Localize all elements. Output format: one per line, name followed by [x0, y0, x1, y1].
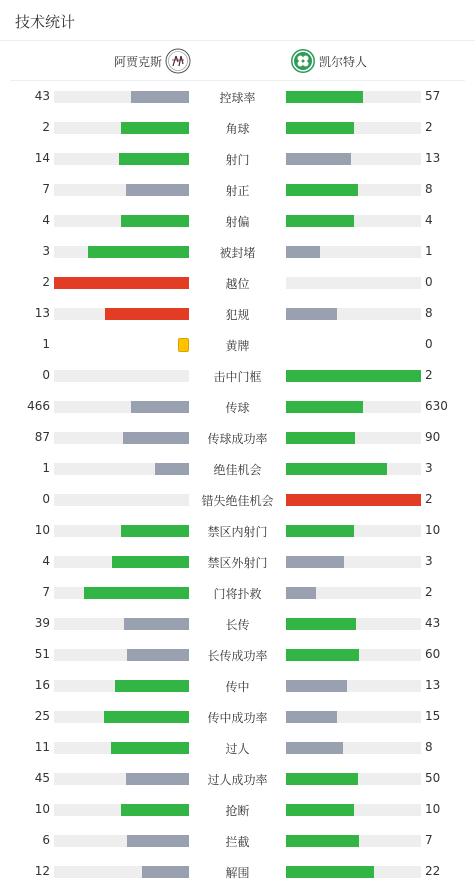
away-value: 13: [425, 151, 441, 165]
home-bar-track: [54, 277, 189, 289]
home-bar: [121, 215, 189, 227]
stat-row: [0, 862, 475, 882]
away-value: 4: [425, 213, 433, 227]
away-bar: [286, 866, 374, 878]
home-bar-track: [54, 308, 189, 320]
home-value: 39: [34, 616, 50, 630]
home-bar: [131, 401, 189, 413]
home-value: 13: [34, 306, 50, 320]
home-value: 3: [42, 244, 50, 258]
away-value: 3: [425, 554, 433, 568]
away-value: 13: [425, 678, 441, 692]
away-bar: [286, 91, 363, 103]
away-value: 43: [425, 616, 441, 630]
home-bar-track: [54, 432, 189, 444]
home-bar: [123, 432, 189, 444]
home-bar: [84, 587, 189, 599]
home-bar: [131, 91, 189, 103]
stat-row: [0, 273, 475, 293]
away-bar-track: [286, 246, 421, 258]
away-bar-track: [286, 401, 421, 413]
away-bar-track: [286, 494, 421, 506]
home-bar-track: [54, 122, 189, 134]
stat-label: 击中门框: [213, 370, 262, 384]
stat-label: 门将扑救: [213, 587, 262, 601]
home-bar-track: [54, 370, 189, 382]
home-bar: [127, 649, 189, 661]
stat-row: [0, 428, 475, 448]
home-bar-track: [54, 494, 189, 506]
stat-row: [0, 459, 475, 479]
home-bar-track: [54, 711, 189, 723]
stat-row: [0, 304, 475, 324]
stat-row: [0, 521, 475, 541]
stat-label: 射偏: [225, 215, 250, 229]
stat-label: 长传成功率: [207, 649, 268, 663]
home-value: 0: [42, 368, 50, 382]
away-bar: [286, 246, 320, 258]
away-bar: [286, 742, 343, 754]
stat-label: 错失绝佳机会: [201, 494, 274, 508]
home-value: 12: [34, 864, 50, 878]
home-value: 2: [42, 120, 50, 134]
home-bar-track: [54, 804, 189, 816]
home-bar-track: [54, 184, 189, 196]
stat-row: [0, 676, 475, 696]
home-bar-track: [54, 556, 189, 568]
home-value: 45: [34, 771, 50, 785]
stat-row: [0, 211, 475, 231]
away-bar-track: [286, 463, 421, 475]
stat-label: 控球率: [219, 91, 256, 105]
stat-label: 角球: [225, 122, 250, 136]
stat-label: 传球成功率: [207, 432, 268, 446]
away-bar-track: [286, 773, 421, 785]
home-bar-track: [54, 618, 189, 630]
home-value: 11: [34, 740, 50, 754]
home-bar: [54, 277, 189, 289]
away-bar-track: [286, 122, 421, 134]
home-value: 43: [34, 89, 50, 103]
home-value: 87: [34, 430, 50, 444]
away-value: 22: [425, 864, 441, 878]
stat-row: [0, 242, 475, 262]
away-bar: [286, 308, 337, 320]
home-bar: [127, 835, 189, 847]
stat-row: [0, 831, 475, 851]
away-value: 10: [425, 523, 441, 537]
home-value: 4: [42, 213, 50, 227]
home-bar: [124, 618, 189, 630]
stat-label: 绝佳机会: [213, 463, 262, 477]
away-bar-track: [286, 215, 421, 227]
away-bar-track: [286, 649, 421, 661]
away-bar-track: [286, 370, 421, 382]
home-value: 1: [42, 337, 50, 351]
stat-label: 禁区内射门: [207, 525, 268, 539]
away-bar: [286, 773, 358, 785]
stat-row: [0, 366, 475, 386]
home-value: 4: [42, 554, 50, 568]
away-bar: [286, 215, 354, 227]
away-bar-track: [286, 153, 421, 165]
home-value: 2: [42, 275, 50, 289]
away-bar: [286, 587, 316, 599]
stat-row: [0, 118, 475, 138]
home-bar: [115, 680, 189, 692]
away-bar: [286, 370, 421, 382]
away-value: 1: [425, 244, 433, 258]
home-bar-track: [54, 773, 189, 785]
away-bar: [286, 463, 387, 475]
stat-label: 传球: [225, 401, 250, 415]
stat-row: [0, 335, 475, 355]
stat-label: 过人成功率: [207, 773, 268, 787]
away-value: 2: [425, 368, 433, 382]
away-value: 2: [425, 492, 433, 506]
away-value: 8: [425, 182, 433, 196]
stat-row: [0, 583, 475, 603]
home-bar: [112, 556, 189, 568]
home-bar-track: [54, 153, 189, 165]
home-bar-track: [54, 649, 189, 661]
home-bar: [121, 122, 189, 134]
home-team[interactable]: [114, 48, 191, 74]
home-bar: [119, 153, 189, 165]
stat-label: 长传: [225, 618, 250, 632]
home-bar-track: [54, 246, 189, 258]
stats-header: [0, 0, 475, 41]
home-value: 10: [34, 802, 50, 816]
stat-label: 黄牌: [225, 339, 250, 353]
home-bar-track: [54, 680, 189, 692]
away-bar: [286, 618, 356, 630]
away-bar-track: [286, 184, 421, 196]
home-value: 1: [42, 461, 50, 475]
stat-row: [0, 645, 475, 665]
home-bar-track: [54, 401, 189, 413]
stat-row: [0, 149, 475, 169]
stat-label: 抢断: [225, 804, 250, 818]
away-bar-track: [286, 308, 421, 320]
away-bar-track: [286, 587, 421, 599]
home-value: 10: [34, 523, 50, 537]
stat-row: [0, 397, 475, 417]
home-bar: [155, 463, 189, 475]
away-bar-track: [286, 432, 421, 444]
home-bar-track: [54, 525, 189, 537]
away-bar: [286, 494, 421, 506]
home-value: 7: [42, 585, 50, 599]
stat-row: [0, 614, 475, 634]
stat-label: 拦截: [225, 835, 250, 849]
away-bar: [286, 649, 359, 661]
home-bar: [111, 742, 189, 754]
away-value: 0: [425, 275, 433, 289]
away-value: 57: [425, 89, 441, 103]
away-bar-track: [286, 835, 421, 847]
away-bar-track: [286, 711, 421, 723]
home-bar: [88, 246, 189, 258]
page-title: 技术统计: [15, 13, 76, 31]
away-value: 15: [425, 709, 441, 723]
stat-label: 犯规: [225, 308, 250, 322]
stat-row: [0, 552, 475, 572]
away-value: 3: [425, 461, 433, 475]
home-bar: [126, 184, 189, 196]
away-value: 7: [425, 833, 433, 847]
away-bar: [286, 525, 354, 537]
home-bar-track: [54, 866, 189, 878]
away-bar: [286, 711, 337, 723]
away-bar: [286, 835, 359, 847]
away-bar-track: [286, 91, 421, 103]
stat-row: [0, 87, 475, 107]
away-value: 50: [425, 771, 441, 785]
stat-label: 射正: [225, 184, 250, 198]
away-bar-track: [286, 618, 421, 630]
stat-label: 禁区外射门: [207, 556, 268, 570]
stat-label: 解围: [225, 866, 250, 880]
stat-label: 过人: [225, 742, 250, 756]
away-bar-track: [286, 804, 421, 816]
home-bar: [126, 773, 189, 785]
away-bar-track: [286, 277, 421, 289]
home-value: 0: [42, 492, 50, 506]
away-bar: [286, 556, 344, 568]
away-bar: [286, 432, 355, 444]
stat-label: 被封堵: [219, 246, 256, 260]
home-value: 51: [34, 647, 50, 661]
stat-label: 射门: [225, 153, 250, 167]
teams-header: [10, 41, 465, 81]
home-bar-track: [54, 742, 189, 754]
home-bar-track: [54, 463, 189, 475]
home-value: 6: [42, 833, 50, 847]
away-bar: [286, 184, 358, 196]
away-team-logo-icon: [290, 48, 316, 74]
away-value: 8: [425, 740, 433, 754]
home-bar-track: [54, 587, 189, 599]
away-bar: [286, 401, 363, 413]
away-team[interactable]: [290, 48, 367, 74]
away-bar-track: [286, 866, 421, 878]
away-team-name: 凯尔特人: [319, 54, 368, 69]
away-value: 630: [425, 399, 448, 413]
home-value: 466: [27, 399, 50, 413]
home-team-name: 阿贾克斯: [113, 54, 162, 69]
away-bar: [286, 680, 347, 692]
home-bar-track: [54, 91, 189, 103]
away-value: 8: [425, 306, 433, 320]
stat-row: [0, 707, 475, 727]
stat-row: [0, 490, 475, 510]
stat-row: [0, 180, 475, 200]
away-bar: [286, 122, 354, 134]
away-value: 0: [425, 337, 433, 351]
stat-label: 传中: [225, 680, 250, 694]
home-bar-track: [54, 835, 189, 847]
home-value: 14: [34, 151, 50, 165]
away-value: 2: [425, 120, 433, 134]
away-bar: [286, 804, 354, 816]
home-value: 16: [34, 678, 50, 692]
yellow-card-icon: [178, 338, 189, 352]
away-bar-track: [286, 556, 421, 568]
away-value: 10: [425, 802, 441, 816]
away-value: 2: [425, 585, 433, 599]
away-bar-track: [286, 525, 421, 537]
away-bar-track: [286, 680, 421, 692]
stat-row: [0, 769, 475, 789]
home-value: 25: [34, 709, 50, 723]
away-value: 90: [425, 430, 441, 444]
home-team-logo-icon: [165, 48, 191, 74]
home-bar: [142, 866, 189, 878]
away-bar-track: [286, 742, 421, 754]
home-bar: [105, 308, 189, 320]
home-bar: [121, 525, 189, 537]
away-bar: [286, 153, 351, 165]
home-bar-track: [54, 215, 189, 227]
home-bar: [104, 711, 189, 723]
home-bar: [121, 804, 189, 816]
stat-label: 传中成功率: [207, 711, 268, 725]
stat-row: [0, 738, 475, 758]
stat-row: [0, 800, 475, 820]
away-value: 60: [425, 647, 441, 661]
stat-label: 越位: [225, 277, 250, 291]
home-value: 7: [42, 182, 50, 196]
